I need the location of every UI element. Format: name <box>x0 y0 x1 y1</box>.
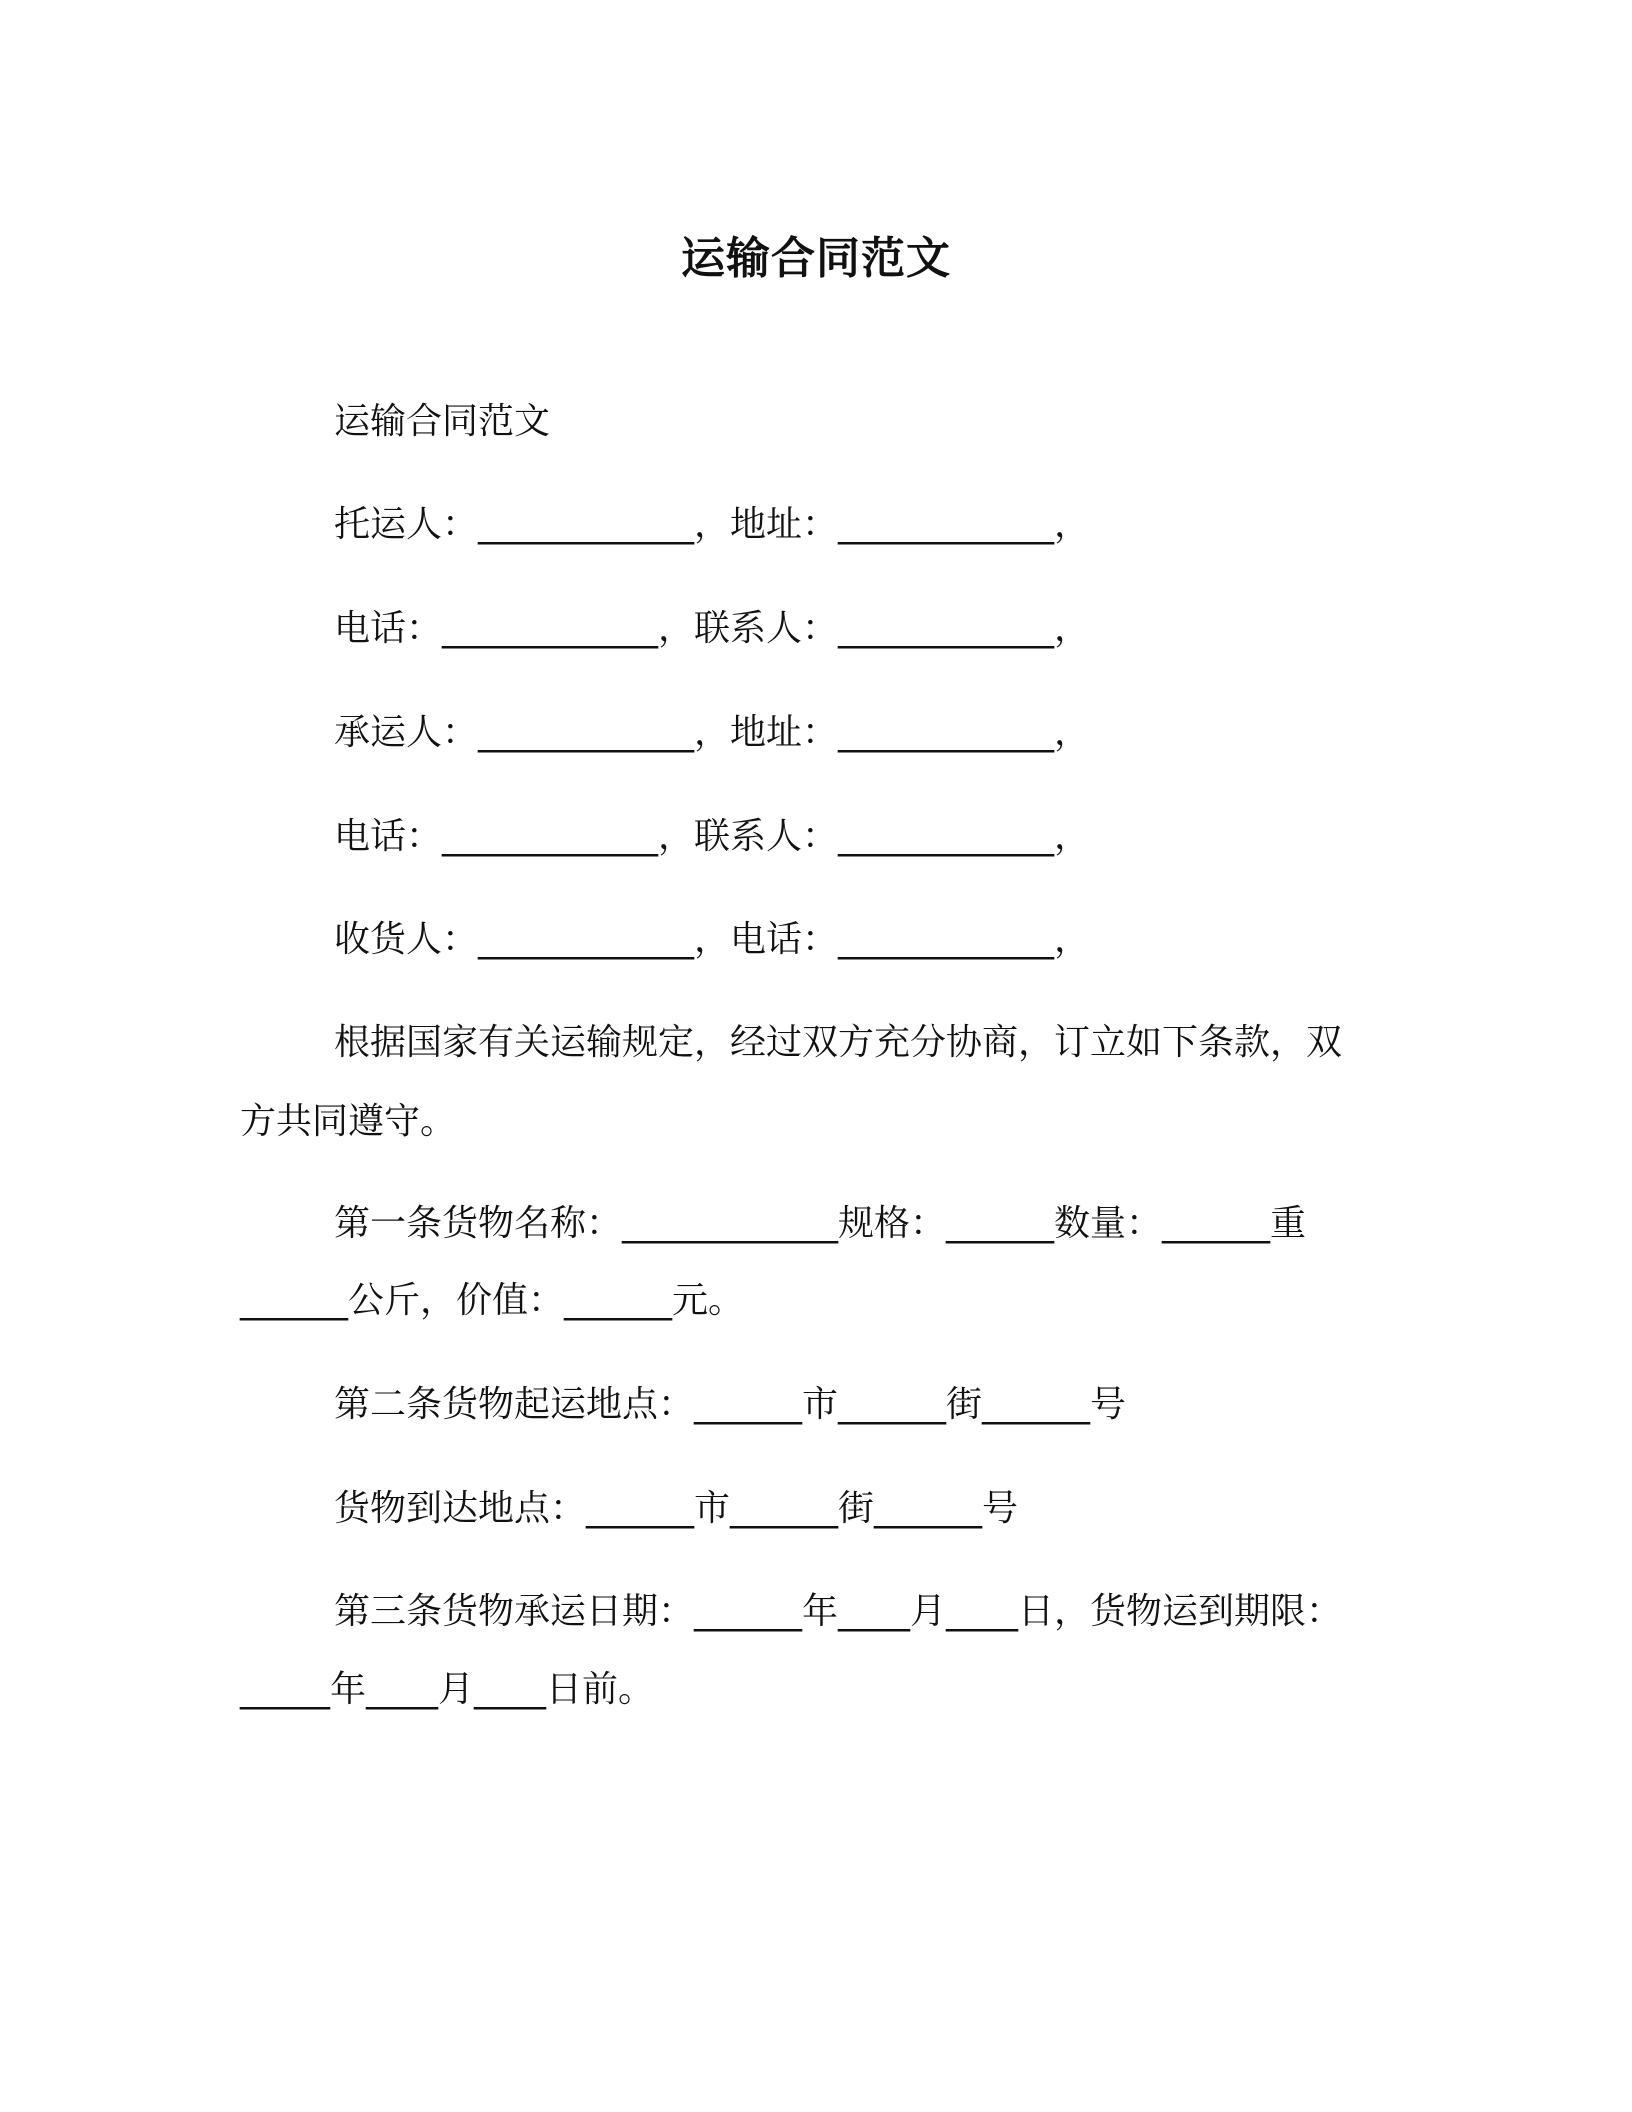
article-3-line-2: _____年____月____日前。 <box>240 1669 655 1710</box>
preamble-line-1: 根据国家有关运输规定，经过双方充分协商，订立如下条款，双 <box>334 1022 1343 1063</box>
preamble-line-2: 方共同遵守。 <box>240 1101 457 1142</box>
consignee-line: 收货人：____________，电话：____________， <box>334 919 1091 960</box>
article-1-line-2: ______公斤，价值：______元。 <box>240 1280 745 1321</box>
shipper-phone-line: 电话：____________，联系人：____________， <box>334 608 1091 649</box>
carrier-phone-line: 电话：____________，联系人：____________， <box>334 816 1091 857</box>
article-3-line-1: 第三条货物承运日期：______年____月____日，货物运到期限： <box>334 1591 1343 1632</box>
document-title: 运输合同范文 <box>681 233 951 284</box>
subtitle-line: 运输合同范文 <box>334 401 551 442</box>
article-1-line-1: 第一条货物名称：____________规格：______数量：______重 <box>334 1203 1307 1244</box>
carrier-line: 承运人：____________，地址：____________， <box>334 712 1091 753</box>
article-2-line-1: 第二条货物起运地点：______市______街______号 <box>334 1384 1127 1425</box>
article-2-line-2: 货物到达地点：______市______街______号 <box>334 1488 1019 1529</box>
shipper-line: 托运人：____________，地址：____________， <box>334 504 1091 545</box>
